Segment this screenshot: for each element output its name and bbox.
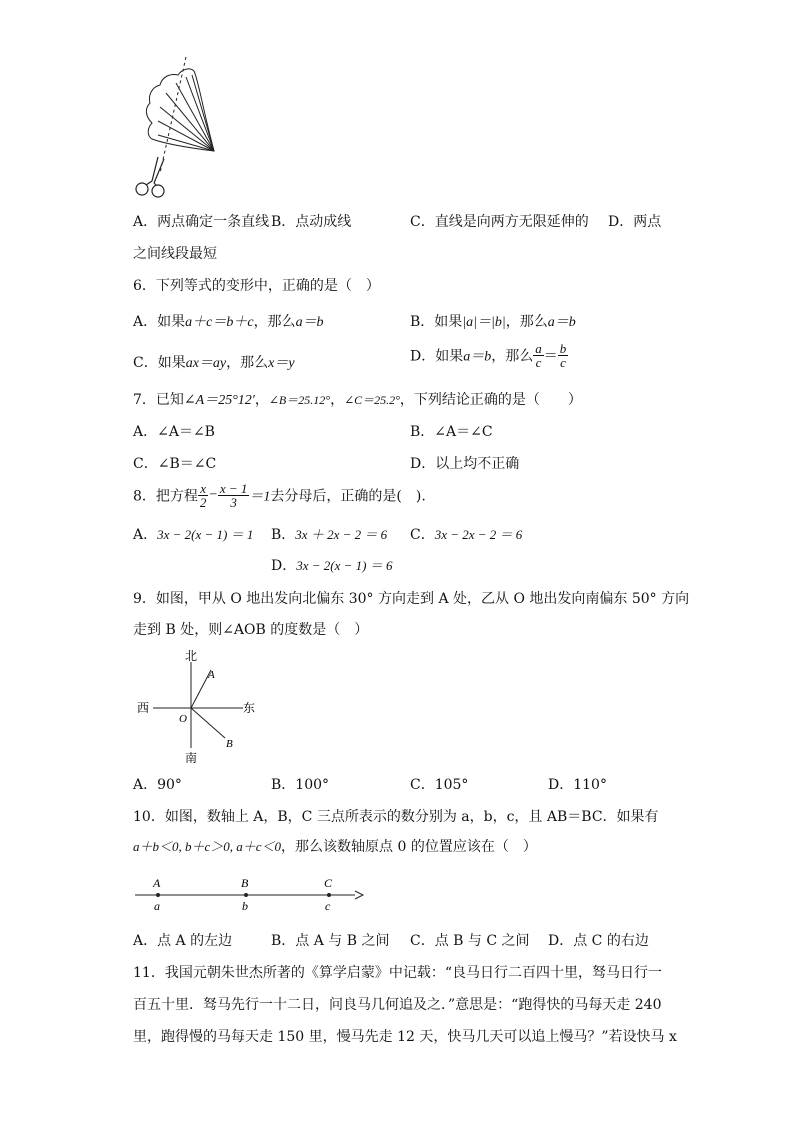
q8-option-b[interactable]: B．3x ＋ 2x − 2 ＝ 6 [271, 527, 388, 543]
compass-diagram [133, 648, 263, 768]
q8-option-a[interactable]: A．3x − 2(x − 1) ＝ 1 [133, 527, 254, 543]
leaf-scissors-figure [128, 55, 228, 205]
q10-stem-line-1: 10．如图，数轴上 A，B，C 三点所表示的数分别为 a，b，c，且 AB＝BC．如果有 [133, 809, 659, 825]
label-point-o: O [179, 713, 187, 725]
q6-option-d[interactable]: D．如果a＝b，那么 $\frac{a}{c}$ ＝ $\frac{b}{c}$ [410, 341, 567, 370]
label-point-b: B [226, 738, 233, 750]
q10-option-c[interactable]: C．点 B 与 C 之间 [410, 933, 530, 949]
q6-stem: 6．下列等式的变形中，正确的是（ ） [133, 278, 380, 294]
label-b: B [241, 876, 249, 890]
q10-option-d[interactable]: D．点 C 的右边 [548, 933, 649, 949]
label-point-a: A [208, 669, 215, 681]
label-east: 东 [243, 701, 256, 715]
q9-option-d[interactable]: D．110° [548, 777, 607, 793]
point-b-dot [244, 893, 248, 897]
q10-option-b[interactable]: B．点 A 与 B 之间 [271, 933, 390, 949]
q10-stem-line-2: a＋b＜0, b＋c＞0, a＋c＜0，那么该数轴原点 0 的位置应该在（ ） [133, 839, 537, 855]
q6-option-b[interactable]: B．如果|a|＝|b|，那么a＝b [410, 314, 576, 330]
value-b: b [242, 899, 248, 913]
q5-option-a[interactable]: A．两点确定一条直线 [133, 214, 270, 230]
ray-ob [191, 708, 225, 738]
point-a-dot [156, 893, 160, 897]
q5-option-c[interactable]: C．直线是向两方无限延伸的 [410, 214, 589, 230]
q9-stem-line-2: 走到 B 处，则∠AOB 的度数是（ ） [133, 622, 369, 638]
label-c: C [324, 876, 333, 890]
q5-option-b[interactable]: B．点动成线 [271, 214, 352, 230]
number-line-arrow-icon [355, 891, 363, 899]
q9-option-b[interactable]: B．100° [271, 777, 330, 793]
value-c: c [325, 899, 331, 913]
q8-fraction-2: $\frac{x - 1}{3}$ [219, 481, 248, 510]
q11-line-1: 11．我国元朝朱世杰所著的《算学启蒙》中记载：“良马日行二百四十里，驽马日行一 [133, 965, 662, 981]
q9-option-a[interactable]: A．90° [133, 777, 182, 793]
q6-d-fraction-2: $\frac{b}{c}$ [559, 341, 567, 370]
q8-option-c[interactable]: C．3x − 2x − 2 ＝ 6 [410, 527, 523, 543]
q7-stem: 7．已知∠A＝25°12′，∠B＝25.12°，∠C＝25.2°，下列结论正确的是（ ） [133, 392, 582, 408]
q11-line-2: 百五十里．驽马先行一十二日，问良马几何追及之．”意思是：“跑得快的马每天走 240 [133, 997, 662, 1013]
q9-stem-line-1: 9．如图，甲从 O 地出发向北偏东 30° 方向走到 A 处，乙从 O 地出发向南偏东 50° 方向 [133, 591, 690, 607]
q6-option-c[interactable]: C．如果ax＝ay，那么x＝y [133, 355, 295, 371]
q7-option-a[interactable]: A．∠A＝∠B [133, 424, 215, 440]
q8-option-d[interactable]: D．3x − 2(x − 1) ＝ 6 [271, 558, 393, 574]
q6-d-fraction-1: $\frac{a}{c}$ [535, 341, 542, 370]
label-a: A [153, 876, 161, 890]
label-south: 南 [185, 751, 198, 765]
q8-fraction-1: $\frac{x}{2}$ [199, 481, 207, 510]
label-west: 西 [137, 701, 150, 715]
label-north: 北 [185, 649, 198, 663]
q5-option-d[interactable]: D．两点 [608, 214, 662, 230]
point-c-dot [327, 893, 331, 897]
value-a: a [154, 899, 160, 913]
q10-option-a[interactable]: A．点 A 的左边 [133, 933, 233, 949]
q11-line-3: 里，跑得慢的马每天走 150 里，慢马先走 12 天，快马几天可以追上慢马？”若设快马 x [133, 1029, 677, 1045]
q7-option-b[interactable]: B．∠A＝∠C [410, 424, 493, 440]
q7-option-d[interactable]: D．以上均不正确 [410, 456, 520, 472]
q7-option-c[interactable]: C．∠B＝∠C [133, 456, 217, 472]
number-line-diagram [133, 872, 368, 916]
q8-stem: 8．把方程 $\frac{x}{2}$ − $\frac{x - 1}{3}$ ＝1去分母后，正确的是( ). [133, 481, 426, 510]
q6-option-a[interactable]: A．如果a＋c＝b＋c，那么a＝b [133, 314, 324, 330]
q9-option-c[interactable]: C．105° [410, 777, 469, 793]
q5-option-d-cont: 之间线段最短 [133, 246, 217, 262]
